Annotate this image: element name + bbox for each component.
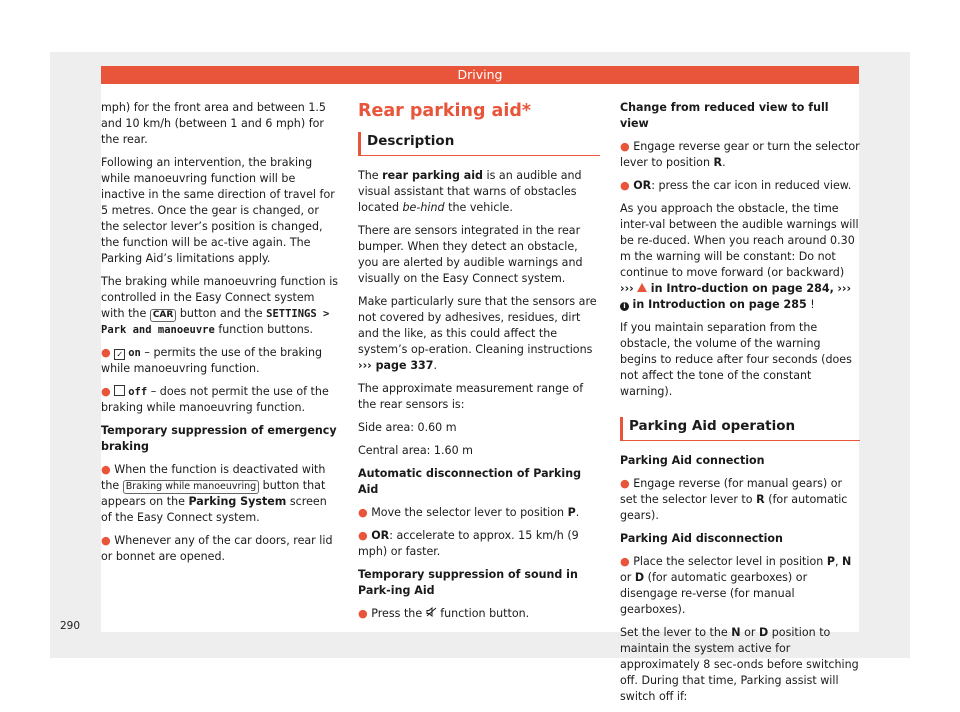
settings-path: SETTINGS > Park and manoeuvre xyxy=(101,308,330,336)
option-on: on xyxy=(128,347,141,359)
subheading: Parking Aid disconnection xyxy=(620,532,783,545)
page-reference-link[interactable]: in Intro-duction on page 284, xyxy=(650,282,834,295)
text: Whenever any of the car doors, rear lid or bonnet are opened. xyxy=(101,534,333,563)
paragraph xyxy=(358,168,600,216)
text: The xyxy=(358,169,379,182)
bullet-icon: ● xyxy=(101,385,111,398)
bullet-icon: ● xyxy=(620,555,630,568)
mute-sound-icon xyxy=(426,607,441,620)
list-item: ● Engage reverse gear or turn the selector lever to position R. xyxy=(620,140,860,169)
paragraph: The approximate measurement range of the rear sensors is: xyxy=(358,382,584,411)
bullet-icon: ● xyxy=(620,179,630,192)
screen-name: Parking System xyxy=(188,495,287,508)
paragraph: Make particularly sure that the sensors are not covered by adhesives, residues, dirt and the like, as this could affect the system’s op-eration. Cleaning instructions ››› page 337. xyxy=(358,295,597,372)
text: Move the selector lever to position xyxy=(371,506,565,519)
text: function button. xyxy=(440,607,530,620)
subheading: Change from reduced view to full view xyxy=(620,101,829,130)
paragraph: mph) for the front area and between 1.5 and 10 km/h (between 1 and 6 mph) for the rear. xyxy=(101,101,326,146)
gear-letter: P xyxy=(567,506,576,519)
list-item xyxy=(358,528,600,560)
gear-letter: P xyxy=(826,555,835,568)
list-item xyxy=(620,178,860,194)
text: When the function is deactivated with the xyxy=(101,463,326,492)
paragraph: If you maintain separation from the obstacle, the volume of the warning begins to reduce after four seconds (does not affect the tone of the constant warning). xyxy=(620,321,852,398)
text: is an audible and visual assistant that warns of obstacles located xyxy=(358,169,582,214)
section-header: Driving xyxy=(101,66,859,84)
section-title: Rear parking aid* xyxy=(358,101,532,121)
text: : accelerate to approx. 15 km/h (9 mph) or faster. xyxy=(358,529,579,558)
column-right xyxy=(620,100,860,712)
text: Engage reverse (for manual gears) or set the selector lever to xyxy=(620,477,843,506)
text: button that appears on the xyxy=(101,479,326,508)
warning-triangle-icon xyxy=(637,283,647,292)
list-item xyxy=(358,606,600,622)
text: : press the car icon in reduced view. xyxy=(651,179,852,192)
paragraph: There are sensors integrated in the rear bumper. When they detect an obstacle, you are alerted by audible warnings and visually on the Easy Connect system. xyxy=(358,224,583,285)
paragraph: Following an intervention, the braking while manoeuvring function will be inactive in the same direction of travel for 5 metres. Once the gear is changed, or the selector lever’s position is changed, the function will be ac-tive again. The Parking Aid’s limitations apply. xyxy=(101,156,335,265)
text: (for automatic gears). xyxy=(620,493,848,522)
paragraph xyxy=(620,201,860,313)
bullet-icon: ● xyxy=(101,463,111,476)
paragraph xyxy=(101,274,339,338)
subsection-title: Description xyxy=(358,132,600,156)
text: Press the xyxy=(371,607,423,620)
text: button and the xyxy=(179,307,263,320)
reference-arrow: ››› xyxy=(837,282,852,295)
subsection-title: Parking Aid operation xyxy=(620,417,860,441)
or-label: OR xyxy=(633,179,652,192)
column-left xyxy=(101,100,339,572)
list-item xyxy=(101,345,339,377)
value-line: Side area: 0.60 m xyxy=(358,421,457,434)
info-circle-icon: i xyxy=(620,302,629,311)
bullet-icon: ● xyxy=(358,607,368,620)
text: or xyxy=(744,626,756,639)
bullet-icon: ● xyxy=(358,529,368,542)
text: – permits the use of the braking while manoeuvring function. xyxy=(101,346,323,375)
gear-letter: N xyxy=(842,555,852,568)
text: position to maintain the system active for approximately 8 sec-onds before switching off. During that time, Parking assist will switch off if: xyxy=(620,626,859,703)
gear-letter: D xyxy=(634,571,645,584)
bullet-icon: ● xyxy=(101,346,111,359)
list-item xyxy=(101,462,339,526)
page-reference-link[interactable]: in Introduction on page 285 xyxy=(632,298,807,311)
gear-letter: N xyxy=(731,626,741,639)
list-item xyxy=(101,533,339,565)
gear-letter: R xyxy=(756,493,765,506)
list-item xyxy=(620,476,860,524)
text: or xyxy=(620,571,632,584)
reference-arrow: ››› xyxy=(620,282,634,295)
text: function buttons. xyxy=(218,323,314,336)
paragraph xyxy=(620,625,860,705)
subheading: Automatic disconnection of Parking Aid xyxy=(358,467,582,496)
text: the vehicle. xyxy=(448,201,513,214)
list-item: ● Place the selector level in position P, N or D (for automatic gearboxes) or disengage re-verse (for manual gearboxes). xyxy=(620,555,852,616)
text: Engage reverse gear or turn the selector lever to position xyxy=(620,140,860,169)
braking-button-label: Braking while manoeuvring xyxy=(123,480,259,494)
text: As you approach the obstacle, the time inter-val between the audible warnings will be re-duced. When you reach around 0.30 m the warning will be constant: Do not continue to move forward (or backward) xyxy=(620,202,859,279)
text: Place the selector level in position xyxy=(633,555,824,568)
text: ! xyxy=(810,298,815,311)
subheading: Temporary suppression of sound in Park-ing Aid xyxy=(358,568,578,597)
page-number: 290 xyxy=(60,620,81,632)
bullet-icon: ● xyxy=(620,140,630,153)
or-label: OR xyxy=(371,529,390,542)
text: – does not permit the use of the braking while manoeuvring function. xyxy=(101,385,329,414)
bullet-icon: ● xyxy=(620,477,630,490)
gear-letter: D xyxy=(758,626,769,639)
car-button-icon: CAR xyxy=(150,309,177,322)
column-middle xyxy=(358,100,600,629)
subheading: Parking Aid connection xyxy=(620,454,765,467)
subheading: Temporary suppression of emergency braking xyxy=(101,424,337,453)
term: rear parking aid xyxy=(382,169,483,182)
bullet-icon: ● xyxy=(358,506,368,519)
text: screen of the Easy Connect system. xyxy=(101,495,327,524)
text: Make particularly sure that the sensors are not covered by adhesives, residues, dirt and the like, as this could affect the system’s op-eration. Cleaning instructions xyxy=(358,295,597,356)
value-line: Central area: 1.60 m xyxy=(358,444,473,457)
text: Set the lever to the xyxy=(620,626,728,639)
page-reference-link[interactable]: ››› page 337 xyxy=(358,359,434,372)
list-item: ● Move the selector lever to position P. xyxy=(358,506,580,519)
text: The braking while manoeuvring function is controlled in the Easy Connect system with the xyxy=(101,275,339,320)
bullet-icon: ● xyxy=(101,534,111,547)
gear-letter: R xyxy=(713,156,723,169)
option-off: off xyxy=(128,386,148,398)
checkbox-checked-icon: ✓ xyxy=(114,349,125,360)
checkbox-empty-icon xyxy=(114,385,125,396)
text: (for automatic gearboxes) or disengage re-verse (for manual gearboxes). xyxy=(620,571,808,616)
emphasis: be-hind xyxy=(402,201,445,214)
list-item xyxy=(101,384,339,416)
